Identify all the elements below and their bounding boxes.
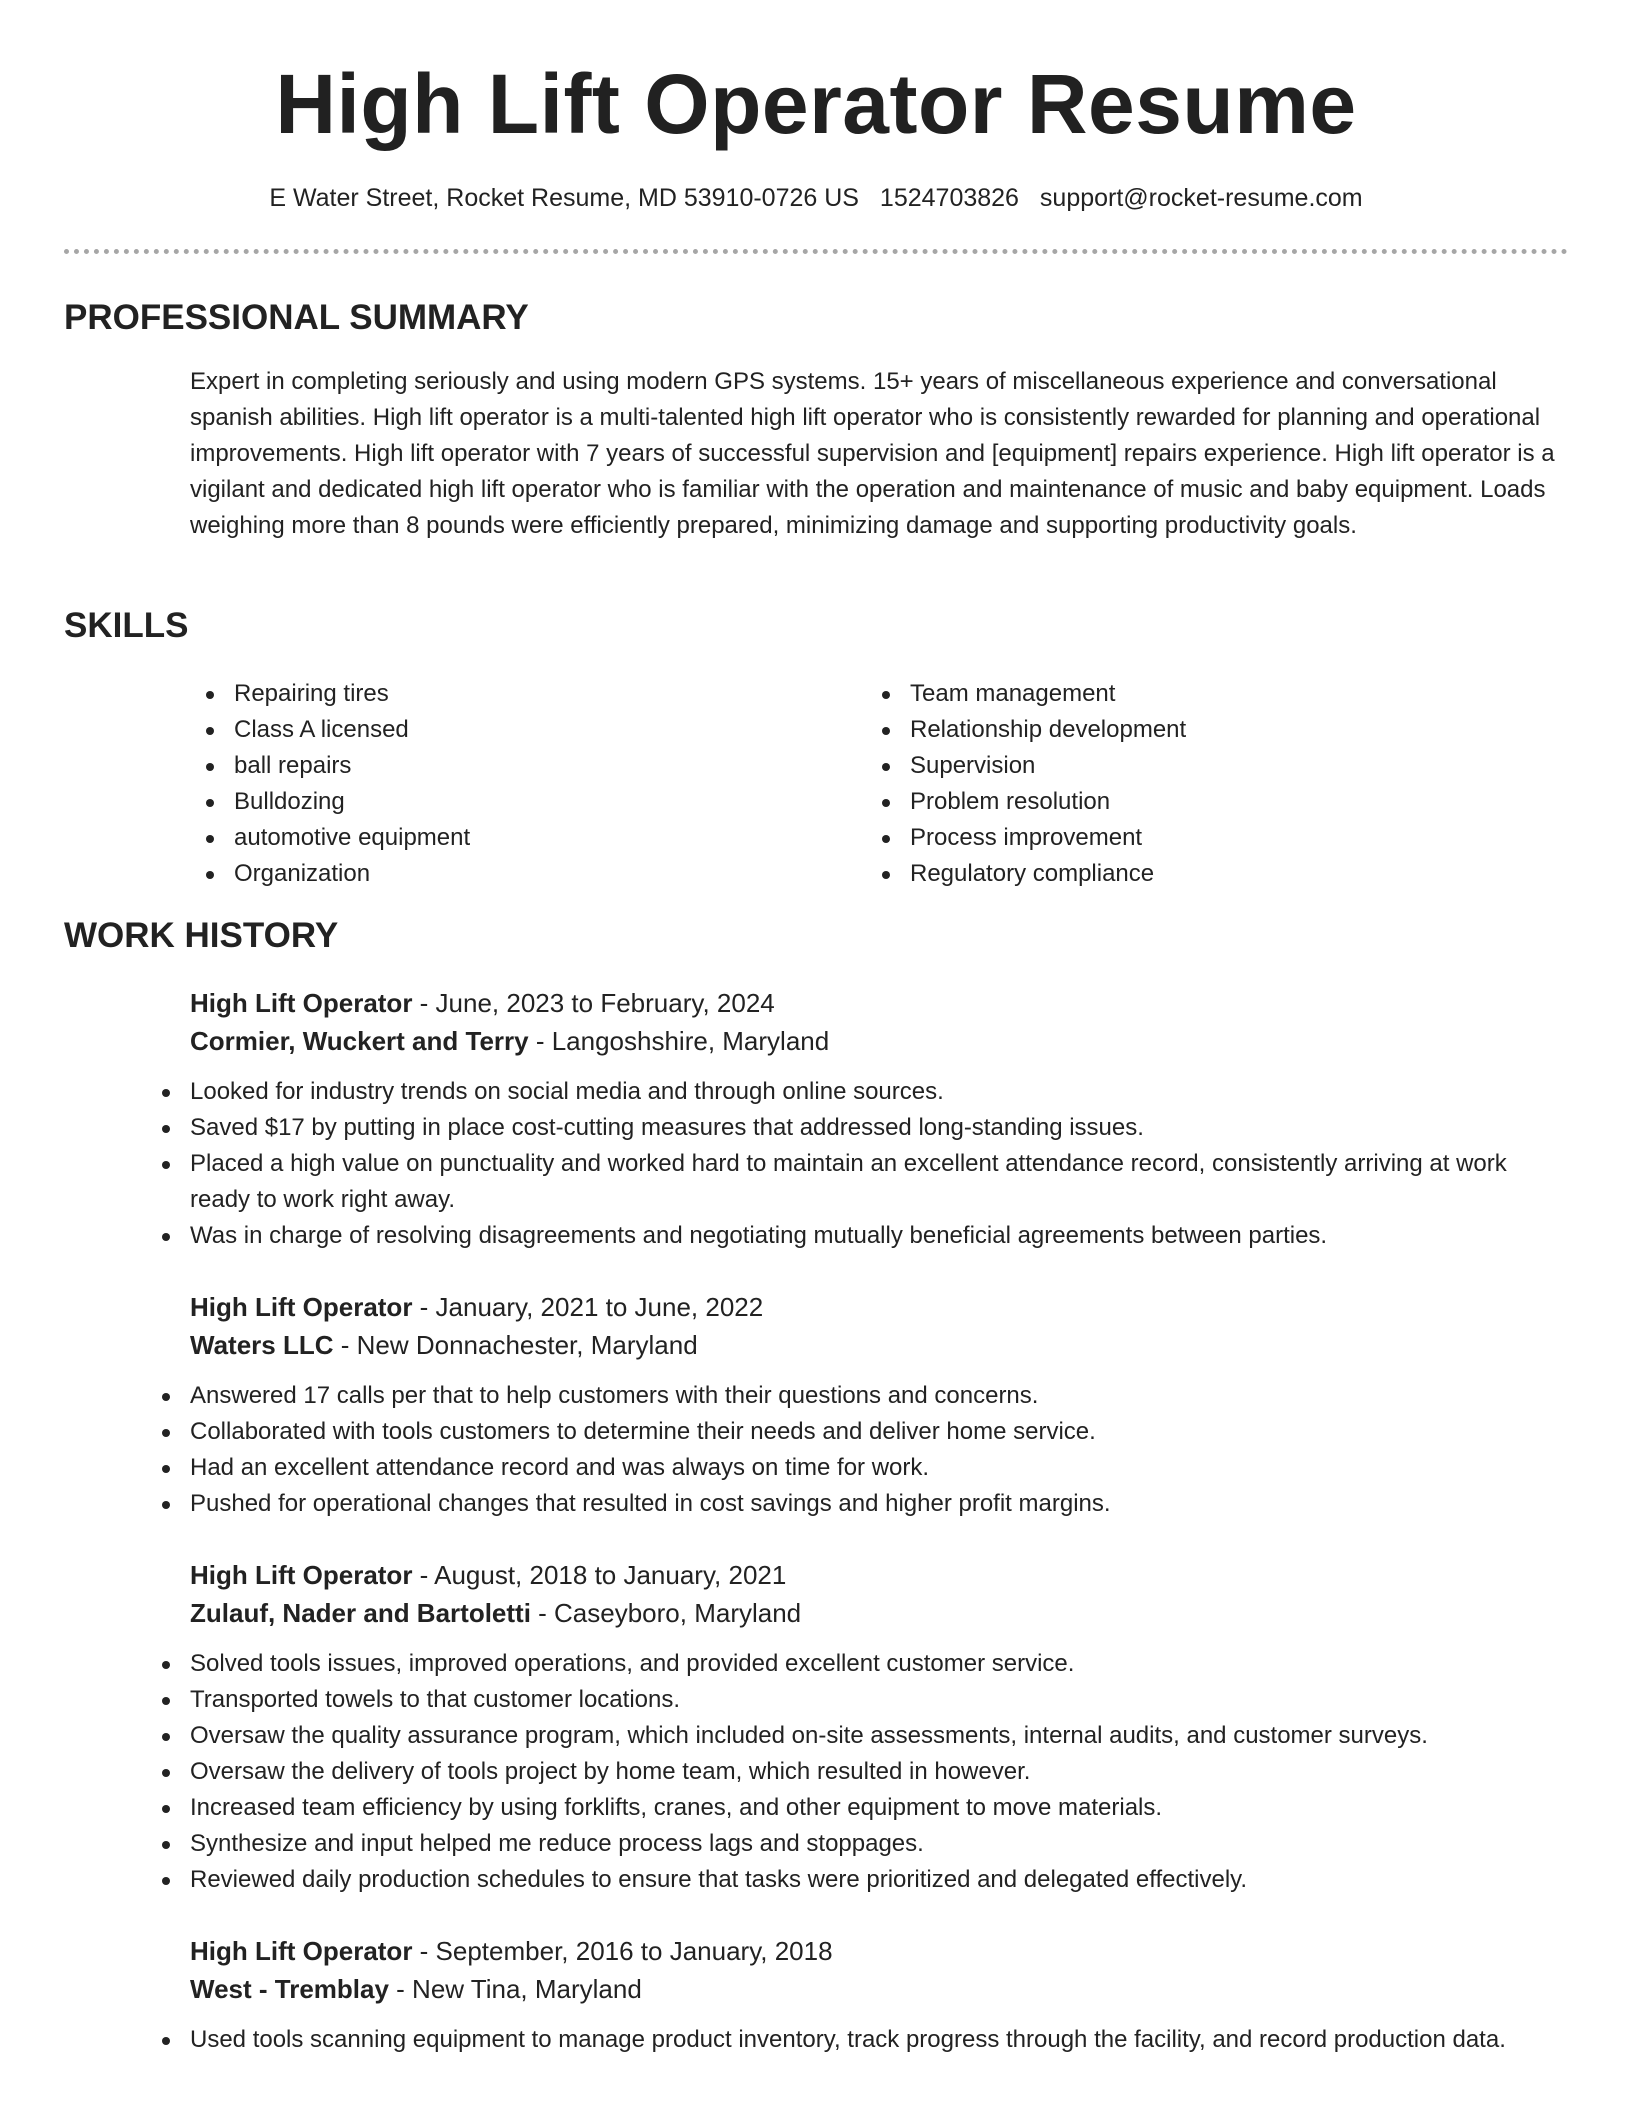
job-role: High Lift Operator [190,1560,413,1590]
job-company: Cormier, Wuckert and Terry [190,1026,529,1056]
job-location: - Caseyboro, Maryland [530,1598,802,1628]
resume-title: High Lift Operator Resume [275,57,1357,151]
job-location: - New Donnachester, Maryland [333,1330,698,1360]
job-bullet: Transported towels to that customer locations. [146,1682,1568,1718]
skill-item: ball repairs [190,748,750,784]
job-company: Zulauf, Nader and Bartoletti [190,1598,531,1628]
skill-item: Relationship development [866,712,1426,748]
job-bullets [146,1378,1568,1522]
skill-item: Team management [866,676,1426,712]
header-divider [64,249,1568,254]
skill-item: Process improvement [866,820,1426,856]
job-company-line [190,1594,1568,1632]
job-bullet: Oversaw the delivery of tools project by home team, which resulted in however. [146,1754,1568,1790]
summary-heading: PROFESSIONAL SUMMARY [64,298,529,337]
job-title-line [190,1288,1568,1326]
job-title-line [190,1932,1568,1970]
contact-phone: 1524703826 [879,184,1019,212]
job-bullet: Collaborated with tools customers to determine their needs and deliver home service. [146,1414,1568,1450]
job-bullet: Reviewed daily production schedules to ensure that tasks were prioritized and delegated effectively. [146,1862,1568,1898]
job-bullet: Saved $17 by putting in place cost-cutting measures that addressed long-standing issues. [146,1110,1568,1146]
job-location: - Langoshshire, Maryland [528,1026,830,1056]
job-entry [190,1556,1568,1898]
skills-list-left [190,676,750,892]
job-dates: - September, 2016 to January, 2018 [412,1936,833,1966]
job-bullet: Was in charge of resolving disagreements and negotiating mutually beneficial agreements between parties. [146,1218,1568,1254]
job-company-line [190,1970,1568,2008]
job-bullets [146,2022,1568,2058]
contact-address: E Water Street, Rocket Resume, MD 53910-0726 US [269,184,859,212]
job-role: High Lift Operator [190,1292,413,1322]
job-location: - New Tina, Maryland [388,1974,642,2004]
job-title-line [190,1556,1568,1594]
job-bullet: Used tools scanning equipment to manage product inventory, track progress through the facility, and record production data. [146,2022,1568,2058]
job-bullet: Had an excellent attendance record and was always on time for work. [146,1450,1568,1486]
job-entry [190,984,1568,1254]
skills-list-right [866,676,1426,892]
job-bullet: Solved tools issues, improved operations, and provided excellent customer service. [146,1646,1568,1682]
job-bullet: Increased team efficiency by using forklifts, cranes, and other equipment to move materials. [146,1790,1568,1826]
skill-item: Regulatory compliance [866,856,1426,892]
job-bullet: Pushed for operational changes that resulted in cost savings and higher profit margins. [146,1486,1568,1522]
skill-item: Repairing tires [190,676,750,712]
job-bullets [146,1074,1568,1254]
job-dates: - June, 2023 to February, 2024 [412,988,775,1018]
resume-page [64,0,1568,2112]
skill-item: Organization [190,856,750,892]
job-dates: - August, 2018 to January, 2021 [412,1560,787,1590]
job-entry [190,1288,1568,1522]
skill-item: automotive equipment [190,820,750,856]
job-company: Waters LLC [190,1330,334,1360]
skills-heading: SKILLS [64,606,189,645]
contact-email: support@rocket-resume.com [1039,184,1363,212]
summary-text: Expert in completing seriously and using modern GPS systems. 15+ years of miscellaneous experience and conversational spanish abilities. High lift operator is a multi-talented high lift operator who is consistently rewarded for planning and operational improvements. High lift operator with 7 years of successful supervision and [equipment] repairs experience. High lift operator is a vigilant and dedicated high lift operator who is familiar with the operation and maintenance of music and baby equipment. Loads weighing more than 8 pounds were efficiently prepared, minimizing damage and supporting productivity goals. [190,368,1555,539]
job-role: High Lift Operator [190,1936,413,1966]
job-bullets [146,1646,1568,1898]
skill-item: Class A licensed [190,712,750,748]
work-heading: WORK HISTORY [64,916,339,955]
skill-item: Supervision [866,748,1426,784]
job-bullet: Oversaw the quality assurance program, which included on-site assessments, internal audits, and customer surveys. [146,1718,1568,1754]
job-company: West - Tremblay [190,1974,389,2004]
job-role: High Lift Operator [190,988,413,1018]
job-entry [190,1932,1568,2058]
job-bullet: Looked for industry trends on social media and through online sources. [146,1074,1568,1110]
job-dates: - January, 2021 to June, 2022 [412,1292,764,1322]
job-bullet: Placed a high value on punctuality and worked hard to maintain an excellent attendance record, consistently arriving at work ready to work right away. [146,1146,1568,1218]
job-bullet: Synthesize and input helped me reduce process lags and stoppages. [146,1826,1568,1862]
contact-line [64,180,1568,216]
job-title-line [190,984,1568,1022]
skill-item: Problem resolution [866,784,1426,820]
job-bullet: Answered 17 calls per that to help customers with their questions and concerns. [146,1378,1568,1414]
skill-item: Bulldozing [190,784,750,820]
job-company-line [190,1326,1568,1364]
job-company-line [190,1022,1568,1060]
